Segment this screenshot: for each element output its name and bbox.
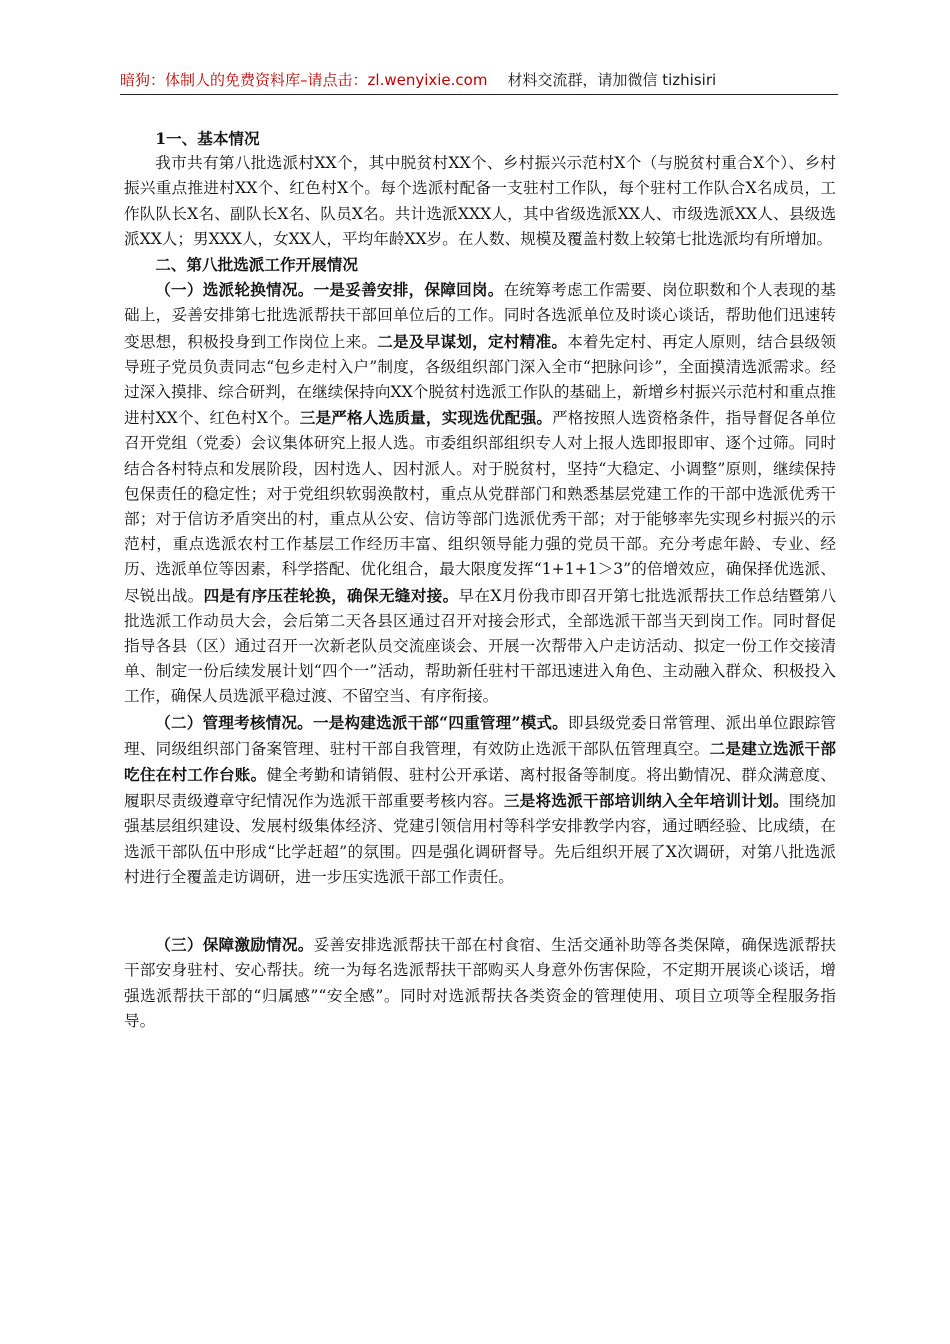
point-4-title: 四是有序压茬轮换，确保无缝对接。: [203, 585, 459, 605]
subsection-3-paragraph: [124, 932, 836, 1034]
page-header: [120, 66, 838, 95]
mgmt-point-2-text: 健全考勤和请销假、驻村公开承诺、离村报备等制度。将出勤情况、群众满意度、履职尽责级遵章守纪情况作为选派干部重要考核内容。: [124, 766, 836, 811]
document-body: [124, 126, 836, 1034]
point-2-text: 本着先定村、再定人原则，结合县级领导班子党员负责同志“包乡走村入户”制度，各级组织部门深入全市“把脉问诊”，全面摸清选派需求。经过深入摸排、综合研判，在继续保持向XX个脱贫村选派工作队的基础上，新增乡村振兴示范村和重点推进村XX个、红色村X个。: [124, 332, 836, 428]
header-brand: 暗狗：体制人的免费资料库: [120, 71, 301, 89]
point-2-title: 二是及早谋划，定村精准。: [377, 331, 568, 351]
section-2-heading: 二、第八批选派工作开展情况: [155, 255, 358, 275]
header-contact: 材料交流群，请加微信 tizhisiri: [507, 71, 717, 89]
point-3-text: 严格按照人选资格条件，指导督促各单位召开党组（党委）会议集体研究上报人选。市委组织部组织专人对上报人选即报即审、逐个过筛。同时结合各村特点和发展阶段，因村选人、因村派人。对于脱贫村，坚持“大稳定、小调整”原则，继续保持包保责任的稳定性；对于党组织软弱涣散村，重点从党群部门和熟悉基层党建工作的干部中选派优秀干部；对于信访矛盾突出的村，重点从公安、信访等部门选派优秀干部；对于能够率先实现乡村振兴的示范村，重点选派农村工作基层工作经历丰富、组织领导能力强的党员干部。充分考虑年龄、专业、经历、选派单位等因素，科学搭配、优化组合，最大限度发挥“1+1+1＞3”的倍增效应，确保择优选派、尽锐出战。: [124, 409, 836, 605]
subsection-2-paragraph: [124, 710, 836, 890]
section-1-heading: 1一、基本情况: [155, 129, 260, 148]
header-url-link[interactable]: zl.wenyixie.com: [367, 71, 488, 89]
subsection-3-title: （三）保障激励情况。: [155, 935, 314, 955]
subsection-1-paragraph: [124, 277, 836, 709]
mgmt-point-2-title: 二是建立选派干部吃住在村工作台账。: [124, 738, 836, 785]
mgmt-point-1-title: 一是构建选派干部“四重管理”模式。: [312, 712, 568, 732]
subsection-1-title: （一）选派轮换情况。: [155, 280, 314, 300]
subsection-3-text: 妥善安排选派帮扶干部在村食宿、生活交通补助等各类保障，确保选派帮扶干部安身驻村、安心帮扶。统一为每名选派帮扶干部购买人身意外伤害保险，不定期开展谈心谈话，增强选派帮扶干部的“归属感”“安全感”。同时对选派帮扶各类资金的管理使用、项目立项等全程服务指导。: [124, 936, 836, 1030]
section-1-paragraph: 我市共有第八批选派村XX个，其中脱贫村XX个、乡村振兴示范村X个（与脱贫村重合X个）、乡村振兴重点推进村XX个、红色村X个。每个选派村配备一支驻村工作队，每个驻村工作队合X名成员，工作队队长X名、副队长X名、队员X名。共计选派XXX人，其中省级选派XX人、市级选派XX人、县级选派XX人；男XXX人，女XX人，平均年龄XX岁。在人数、规模及覆盖村数上较第七批选派均有所增加。: [124, 154, 836, 248]
header-click-prefix: –请点击：: [300, 71, 368, 89]
subsection-2-title: （二）管理考核情况。: [155, 712, 313, 732]
point-4-text: 早在X月份我市即召开第七批选派帮扶工作总结暨第八批选派工作动员大会，会后第二天各县区通过召开对接会形式，全部选派干部当天到岗工作。同时督促指导各县（区）通过召开一次新老队员交流座谈会、开展一次帮带入户走访活动、拟定一份工作交接清单、制定一份后续发展计划“四个一”活动，帮助新任驻村干部迅速进入角色、主动融入群众、积极投入工作，确保人员选派平稳过渡、不留空当、有序衔接。: [124, 586, 836, 706]
mgmt-point-3-title: 三是将选派干部培训纳入全年培训计划。: [503, 791, 789, 811]
mgmt-point-3-text: 围绕加强基层组织建设、发展村级集体经济、党建引领信用村等科学安排教学内容，通过晒经验、比成绩，在选派干部队伍中形成“比学赶超”的氛围。四是强化调研督导。先后组织开展了X次调研，对第八批选派村进行全覆盖走访调研，进一步压实选派干部工作责任。: [124, 792, 836, 886]
point-1-title: 一是妥善安排，保障回岗。: [313, 280, 504, 300]
point-1-text: 在统筹考虑工作需要、岗位职数和个人表现的基础上，妥善安排第七批选派帮扶干部回单位后的工作。同时各选派单位及时谈心谈话，帮助他们迅速转变思想，积极投身到工作岗位上来。: [124, 281, 836, 351]
point-3-title: 三是严格人选质量，实现选优配强。: [299, 408, 553, 428]
mgmt-point-1-text: 即县级党委日常管理、派出单位跟踪管理、同级组织部门备案管理、驻村干部自我管理，有效防止选派干部队伍管理真空。: [124, 713, 836, 758]
